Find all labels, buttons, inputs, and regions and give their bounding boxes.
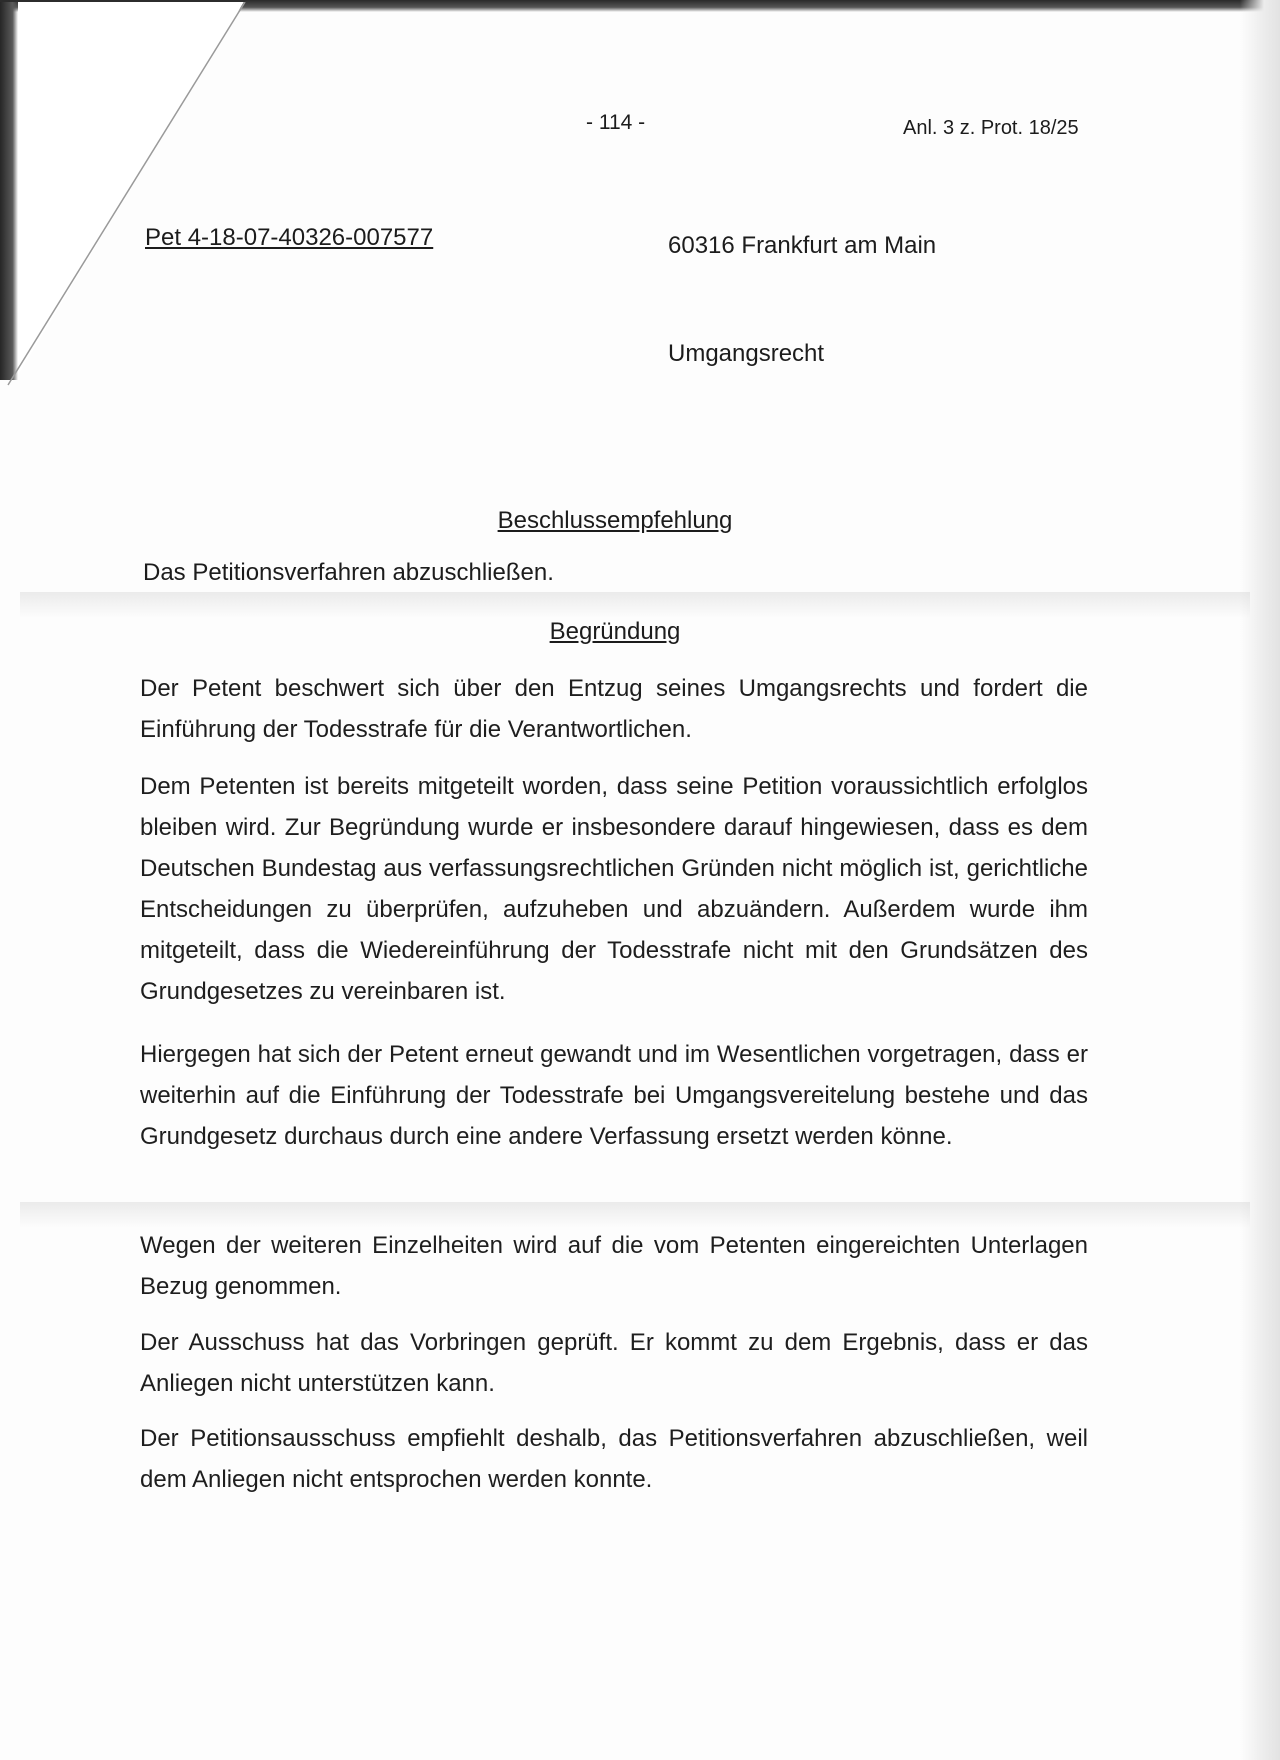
folded-corner-icon: [0, 0, 260, 400]
recommendation-heading: Beschlussempfehlung: [497, 507, 733, 534]
petitioner-location: 60316 Frankfurt am Main: [668, 232, 937, 259]
petition-reference: Pet 4-18-07-40326-007577: [145, 224, 434, 251]
reasoning-paragraph: Hiergegen hat sich der Petent erneut gewandt und im Wesentlichen vorgetragen, dass er weiterhin auf die Einführung der Todesstrafe bei Umgangsvereitelung bestehe und das Grundgesetz durchaus durch eine andere Verfassung ersetzt werden könne.: [140, 1041, 1088, 1150]
recommendation-text: Das Petitionsverfahren abzuschließen.: [143, 559, 554, 586]
reasoning-paragraph: Wegen der weiteren Einzelheiten wird auf die vom Petenten eingereichten Unterlagen Bezug genommen.: [140, 1232, 1088, 1300]
paper-fold-crease: [20, 592, 1250, 618]
petition-topic: Umgangsrecht: [668, 340, 825, 367]
page-number: - 114 -: [586, 111, 646, 134]
scan-right-edge-shadow: [1240, 0, 1280, 1760]
reasoning-paragraph: Der Petent beschwert sich über den Entzug seines Umgangsrechts und fordert die Einführung der Todesstrafe für die Verantwortlichen.: [140, 675, 1088, 743]
reasoning-heading: Begründung: [549, 618, 681, 645]
reasoning-paragraph: Der Petitionsausschuss empfiehlt deshalb, das Petitionsverfahren abzuschließen, weil dem Anliegen nicht entsprochen werden konnte.: [140, 1425, 1088, 1493]
reasoning-paragraph: Dem Petenten ist bereits mitgeteilt worden, dass seine Petition voraussichtlich erfolglos bleiben wird. Zur Begründung wurde er insbesondere darauf hingewiesen, dass es dem Deutschen Bundestag aus verfassungsrechtlichen Gründen nicht möglich ist, gerichtliche Entscheidungen zu überprüfen, aufzuheben und abzuändern. Außerdem wurde ihm mitgeteilt, dass die Wiedereinführung der Todesstrafe nicht mit den Grundsätzen des Grundgesetzes zu vereinbaren ist.: [140, 773, 1088, 1005]
reasoning-paragraph: Der Ausschuss hat das Vorbringen geprüft. Er kommt zu dem Ergebnis, dass er das Anliegen nicht unterstützen kann.: [140, 1329, 1088, 1397]
annex-reference: Anl. 3 z. Prot. 18/25: [903, 117, 1079, 139]
